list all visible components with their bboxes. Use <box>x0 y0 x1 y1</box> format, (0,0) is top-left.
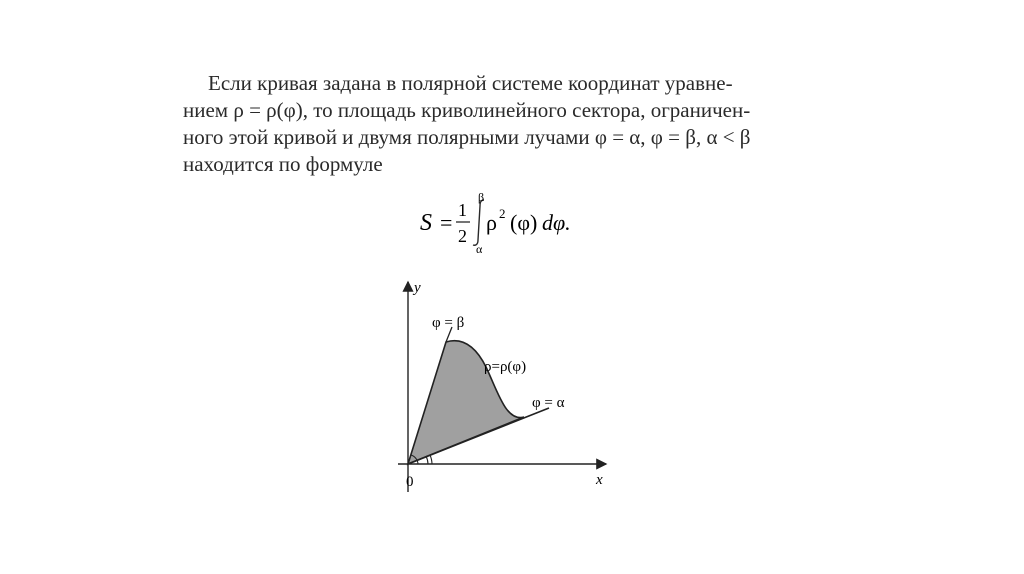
formula-argument: (φ) <box>510 210 538 235</box>
paragraph-line-4: находится по формуле <box>183 152 383 176</box>
formula-power: 2 <box>499 206 506 221</box>
formula-differential: dφ. <box>542 210 571 235</box>
paragraph-line-2: нием ρ = ρ(φ), то площадь криволинейного сектора, ограничен- <box>183 98 751 122</box>
formula-integrand: ρ <box>486 210 497 235</box>
formula-lhs: S <box>420 210 432 236</box>
curve-label: ρ=ρ(φ) <box>484 359 527 375</box>
formula-lower-limit: α <box>476 242 483 254</box>
x-axis-label: x <box>596 472 603 488</box>
y-axis-label: y <box>414 280 421 296</box>
angle-arc-alpha-2 <box>430 455 432 464</box>
ray-alpha-label: φ = α <box>532 395 565 411</box>
formula-frac-den: 2 <box>458 226 467 246</box>
formula-upper-limit: β <box>478 192 485 204</box>
ray-beta-label: φ = β <box>432 315 465 331</box>
polar-sector-figure <box>378 272 618 497</box>
formula-equals: = <box>440 210 453 235</box>
paragraph-line-1: Если кривая задана в полярной системе координат уравне- <box>208 71 733 95</box>
formula-svg <box>418 192 598 254</box>
paragraph <box>183 70 833 178</box>
area-formula <box>418 192 598 254</box>
figure-svg <box>378 272 618 497</box>
paragraph-line-3: ного этой кривой и двумя полярными лучами φ = α, φ = β, α < β <box>183 125 751 149</box>
angle-arc-alpha-1 <box>426 456 428 464</box>
integral-sign <box>473 200 484 245</box>
formula-frac-num: 1 <box>458 200 467 220</box>
origin-label: 0 <box>406 474 414 490</box>
